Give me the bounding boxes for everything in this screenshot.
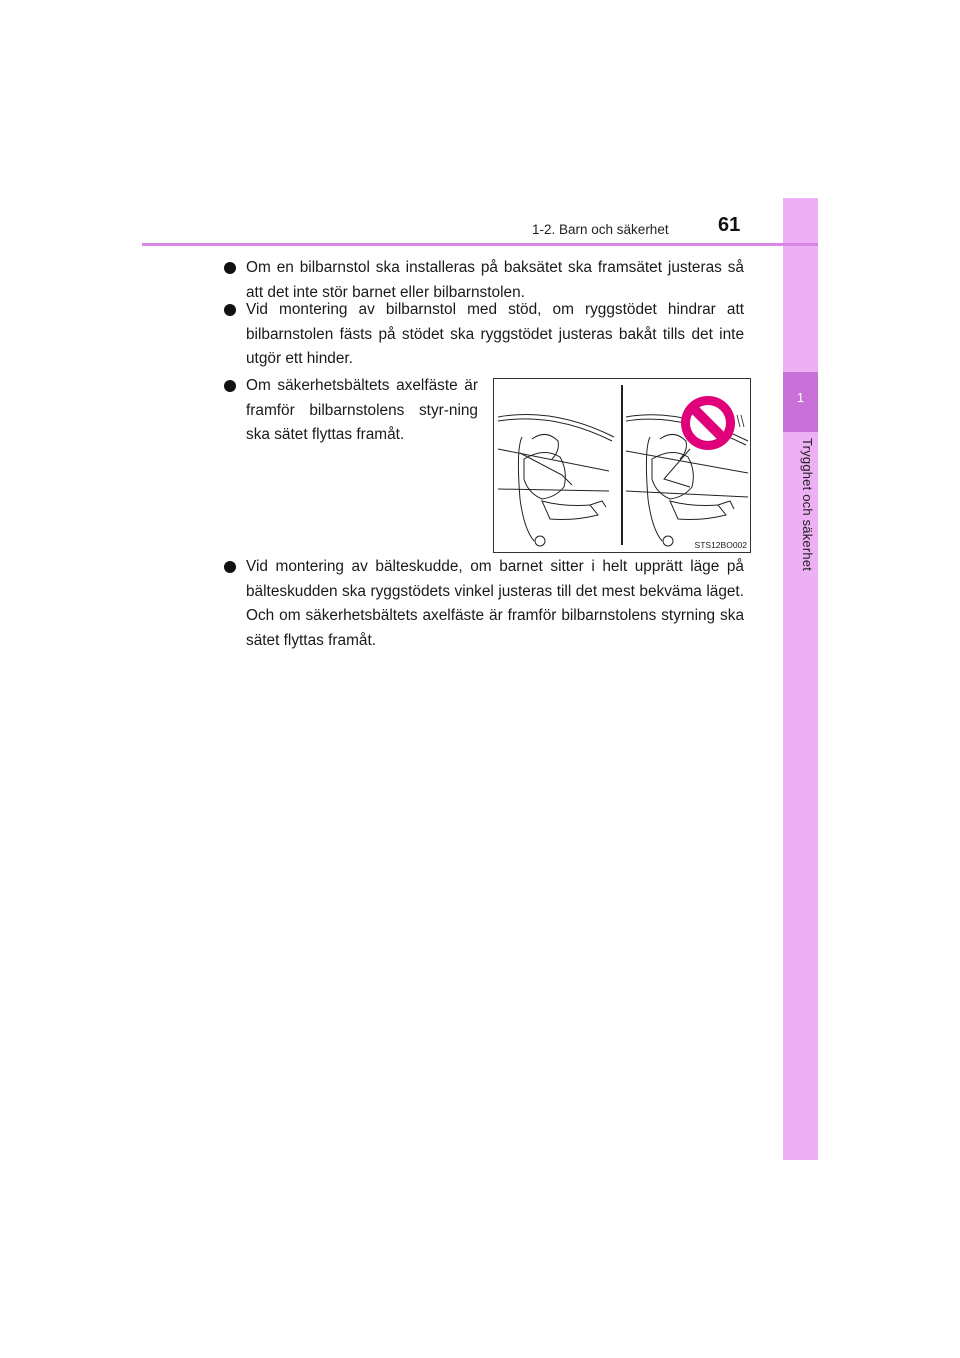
page-number: 61 [718, 214, 741, 236]
seat-illustration [494, 379, 750, 552]
section-title: 1-2. Barn och säkerhet [532, 222, 669, 237]
bullet-dot-icon [224, 561, 236, 573]
child-seat-left [524, 452, 565, 499]
figure-code: STS12BO002 [694, 540, 747, 550]
bullet-text: Om säkerhetsbältets axelfäste är framför bilbarnstolens styr-ning ska sätet flyttas framåt. [246, 377, 478, 443]
bullet-dot-icon [224, 380, 236, 392]
bullet-item [224, 298, 744, 372]
bullet-text: Om en bilbarnstol ska installeras på baksätet ska framsätet justeras så att det inte stör barnet eller bilbarnstolen. [246, 259, 744, 301]
bullet-dot-icon [224, 262, 236, 274]
bullet-item [224, 374, 478, 448]
chapter-title: Trygghet och säkerhet [800, 438, 815, 572]
chapter-side-tab [783, 198, 818, 1160]
bullet-item [224, 555, 744, 653]
prohibited-icon [681, 396, 735, 450]
bullet-text: Vid montering av bälteskudde, om barnet sitter i helt upprätt läge på bälteskudden ska ryggstödets vinkel justeras till det mest bekväma läget. Och om säkerhetsbältets axelfäste är framför bilbarnstolens styrning ska sätet flyttas framåt. [246, 558, 744, 649]
chapter-number: 1 [796, 390, 805, 405]
seat-figure [493, 378, 751, 553]
bullet-dot-icon [224, 304, 236, 316]
header-rule [142, 243, 818, 246]
bullet-text: Vid montering av bilbarnstol med stöd, om ryggstödet hindrar att bilbarnstolen fästs på stödet ska ryggstödet justeras bakåt tills det inte utgör ett hinder. [246, 301, 744, 367]
seat-back-right [646, 437, 662, 541]
